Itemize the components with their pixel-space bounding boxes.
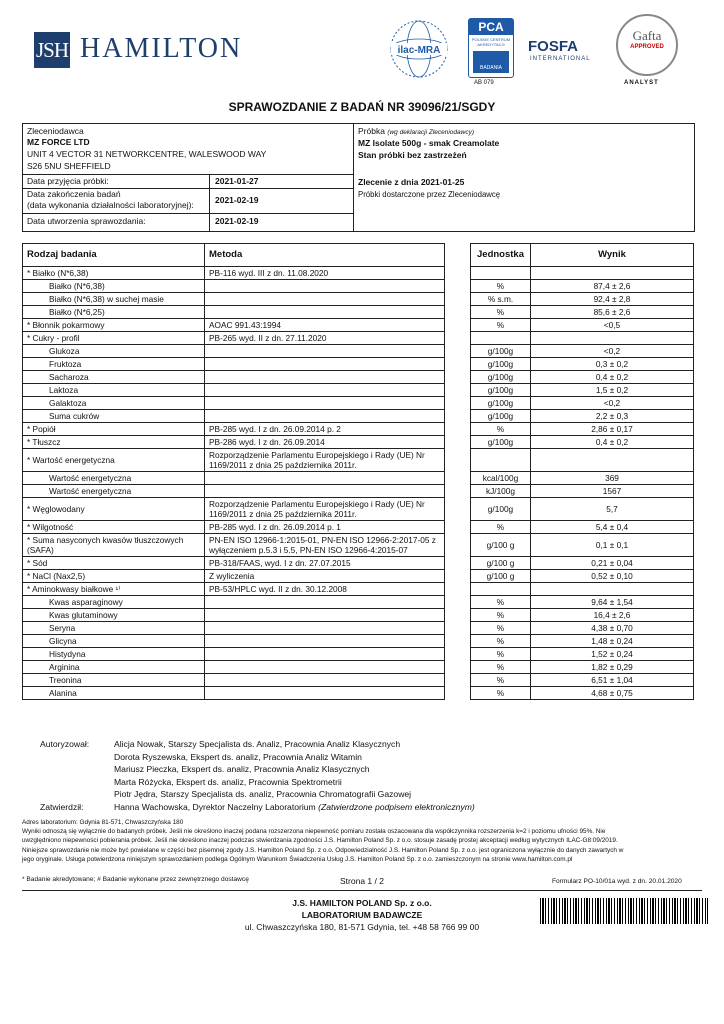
test-result: 16,4 ± 2,6 bbox=[531, 609, 694, 622]
test-result bbox=[531, 332, 694, 345]
ilac-mra-logo bbox=[386, 16, 452, 82]
test-name: Wartość energetyczna bbox=[23, 485, 205, 498]
test-method: AOAC 991.43:1994 bbox=[205, 319, 445, 332]
test-unit bbox=[471, 583, 531, 596]
test-method bbox=[205, 648, 445, 661]
test-result: 369 bbox=[531, 472, 694, 485]
test-result bbox=[531, 583, 694, 596]
test-name: Laktoza bbox=[23, 384, 205, 397]
test-method bbox=[205, 293, 445, 306]
test-method: PB-286 wyd. I z dn. 26.09.2014 bbox=[205, 436, 445, 449]
gafta-title: Gafta bbox=[632, 28, 662, 43]
test-result: 0,4 ± 0,2 bbox=[531, 371, 694, 384]
footer-line: Niniejsze sprawozdanie nie może być powielane w części bez pisemnej zgody J.S. Hamilton Poland Sp. z o.o. Odpowiedzialność J.S. Hamilton Poland Sp. z o.o. jest ograniczona wyłącznie do danych zawartych w bbox=[22, 846, 624, 854]
test-name: Galaktoza bbox=[23, 397, 205, 410]
test-unit: % bbox=[471, 609, 531, 622]
test-result: 0,4 ± 0,2 bbox=[531, 436, 694, 449]
test-name: * NaCl (Nax2,5) bbox=[23, 570, 205, 583]
test-unit: g/100 g bbox=[471, 570, 531, 583]
results-row bbox=[23, 570, 694, 583]
test-unit: g/100g bbox=[471, 384, 531, 397]
results-row bbox=[23, 534, 694, 557]
received-label: Data przyjęcia próbki: bbox=[27, 176, 109, 186]
test-method bbox=[205, 410, 445, 423]
test-result: 5,7 bbox=[531, 498, 694, 521]
results-row bbox=[23, 267, 694, 280]
test-name: Glukoza bbox=[23, 345, 205, 358]
test-method: Z wyliczenia bbox=[205, 570, 445, 583]
results-row bbox=[23, 345, 694, 358]
test-result: 0,21 ± 0,04 bbox=[531, 557, 694, 570]
results-row bbox=[23, 397, 694, 410]
test-result: 4,68 ± 0,75 bbox=[531, 687, 694, 700]
sample-label: Próbka bbox=[358, 126, 385, 136]
footer-line: Wyniki odnoszą się wyłącznie do badanych próbek. Jeśli nie określono inaczej podana rozszerzona niepewność pomiaru została oszacowana dla współczynnika rozszerzenia k=2 i poziomu ufności 95%. Nie bbox=[22, 828, 606, 836]
test-unit: g/100g bbox=[471, 358, 531, 371]
authorized-person: Alicja Nowak, Starszy Specjalista ds. Analiz, Pracownia Analiz Klasycznych bbox=[114, 739, 401, 749]
test-method bbox=[205, 472, 445, 485]
test-name: Suma cukrów bbox=[23, 410, 205, 423]
results-row bbox=[23, 687, 694, 700]
gafta-approved: APPROVED bbox=[630, 44, 664, 50]
test-method bbox=[205, 635, 445, 648]
results-row bbox=[23, 358, 694, 371]
test-method bbox=[205, 687, 445, 700]
results-row bbox=[23, 583, 694, 596]
test-unit: % bbox=[471, 635, 531, 648]
pca-badge bbox=[468, 18, 514, 78]
sample-note: (wg deklaracji Zleceniodawcy) bbox=[387, 129, 475, 136]
test-name: Arginina bbox=[23, 661, 205, 674]
delivered-note: Próbki dostarczone przez Zleceniodawcę bbox=[358, 190, 501, 199]
test-name: Kwas glutaminowy bbox=[23, 609, 205, 622]
test-result: 85,6 ± 2,6 bbox=[531, 306, 694, 319]
results-row bbox=[23, 635, 694, 648]
info-box bbox=[22, 123, 695, 232]
test-name: * Cukry - profil bbox=[23, 332, 205, 345]
test-result: <0,2 bbox=[531, 345, 694, 358]
test-result: 6,51 ± 1,04 bbox=[531, 674, 694, 687]
pca-title: PCA bbox=[469, 19, 513, 35]
test-result: 2,86 ± 0,17 bbox=[531, 423, 694, 436]
results-row bbox=[23, 280, 694, 293]
test-method: PB-265 wyd. II z dn. 27.11.2020 bbox=[205, 332, 445, 345]
test-result: 87,4 ± 2,6 bbox=[531, 280, 694, 293]
test-result bbox=[531, 449, 694, 472]
created-date: 2021-02-19 bbox=[215, 216, 259, 226]
authorized-person: Marta Różycka, Ekspert ds. analiz, Pracownia Spektrometrii bbox=[114, 776, 342, 787]
approved-label: Zatwierdził: bbox=[40, 801, 84, 812]
test-name: Treonina bbox=[23, 674, 205, 687]
test-method: PN-EN ISO 12966-1:2015-01, PN-EN ISO 12966-2:2017-05 z wyłączeniem p.5.3 i 5.5, PN-EN ISO 12966-4:2015-07 bbox=[205, 534, 445, 557]
test-result: <0,5 bbox=[531, 319, 694, 332]
results-row bbox=[23, 319, 694, 332]
test-unit: % s.m. bbox=[471, 293, 531, 306]
test-unit bbox=[471, 332, 531, 345]
test-unit: % bbox=[471, 661, 531, 674]
test-unit: g/100g bbox=[471, 397, 531, 410]
barcode bbox=[540, 898, 708, 924]
signatures bbox=[40, 738, 475, 813]
completed-label-2: (data wykonania działalności laboratoryjnej): bbox=[27, 200, 194, 210]
test-method bbox=[205, 371, 445, 384]
test-name: Białko (N*6,25) bbox=[23, 306, 205, 319]
test-unit: % bbox=[471, 674, 531, 687]
ilac-text: ilac-MRA bbox=[397, 45, 441, 56]
test-method bbox=[205, 485, 445, 498]
test-name: * Suma nasyconych kwasów tłuszczowych (SAFA) bbox=[23, 534, 205, 557]
results-row bbox=[23, 661, 694, 674]
client-label: Zleceniodawca bbox=[27, 126, 84, 136]
test-result: 1,48 ± 0,24 bbox=[531, 635, 694, 648]
results-row bbox=[23, 423, 694, 436]
completed-label-1: Data zakończenia badań bbox=[27, 189, 121, 199]
results-header-row bbox=[23, 244, 694, 267]
pca-bottom: BADANIA bbox=[473, 51, 509, 73]
results-row bbox=[23, 596, 694, 609]
test-method: PB-318/FAAS, wyd. I z dn. 27.07.2015 bbox=[205, 557, 445, 570]
test-name: Sacharoza bbox=[23, 371, 205, 384]
test-result: 0,52 ± 0,10 bbox=[531, 570, 694, 583]
sample-state: Stan próbki bez zastrzeżeń bbox=[358, 150, 467, 160]
test-name: * Wartość energetyczna bbox=[23, 449, 205, 472]
test-method bbox=[205, 609, 445, 622]
results-row bbox=[23, 436, 694, 449]
col-result: Wynik bbox=[531, 244, 694, 267]
approved-note: (Zatwierdzone podpisem elektronicznym) bbox=[318, 801, 475, 812]
client-name: MZ FORCE LTD bbox=[27, 137, 90, 147]
received-date: 2021-01-27 bbox=[215, 176, 259, 186]
test-unit: g/100g bbox=[471, 436, 531, 449]
test-name: Wartość energetyczna bbox=[23, 472, 205, 485]
results-row bbox=[23, 332, 694, 345]
test-name: * Błonnik pokarmowy bbox=[23, 319, 205, 332]
test-result: 5,4 ± 0,4 bbox=[531, 521, 694, 534]
test-method: PB-53/HPLC wyd. II z dn. 30.12.2008 bbox=[205, 583, 445, 596]
test-name: Seryna bbox=[23, 622, 205, 635]
test-name: Białko (N*6,38) w suchej masie bbox=[23, 293, 205, 306]
test-name: Alanina bbox=[23, 687, 205, 700]
test-unit: % bbox=[471, 596, 531, 609]
authorized-person: Piotr Jędra, Starszy Specjalista ds. analiz, Pracownia Chromatografii Gazowej bbox=[114, 789, 412, 799]
test-unit: kJ/100g bbox=[471, 485, 531, 498]
test-unit: g/100g bbox=[471, 498, 531, 521]
col-method: Metoda bbox=[205, 244, 445, 267]
test-method bbox=[205, 306, 445, 319]
results-row bbox=[23, 609, 694, 622]
results-row bbox=[23, 371, 694, 384]
test-method bbox=[205, 397, 445, 410]
test-result: 0,3 ± 0,2 bbox=[531, 358, 694, 371]
test-unit: g/100 g bbox=[471, 534, 531, 557]
test-method bbox=[205, 345, 445, 358]
authorized-person: Mariusz Pieczka, Ekspert ds. analiz, Pracownia Analiz Klasycznych bbox=[114, 764, 370, 774]
results-row bbox=[23, 485, 694, 498]
test-unit bbox=[471, 267, 531, 280]
test-name: * Węglowodany bbox=[23, 498, 205, 521]
page-number: Strona 1 / 2 bbox=[340, 876, 384, 886]
test-unit: % bbox=[471, 423, 531, 436]
results-row bbox=[23, 384, 694, 397]
footer-notes bbox=[22, 818, 702, 864]
results-row bbox=[23, 449, 694, 472]
order-date: Zlecenie z dnia 2021-01-25 bbox=[358, 177, 465, 187]
footer-legend: * Badanie akredytowane; # Badanie wykonane przez zewnętrznego dostawcę bbox=[22, 876, 249, 883]
test-unit: g/100g bbox=[471, 345, 531, 358]
test-unit: kcal/100g bbox=[471, 472, 531, 485]
test-unit: g/100 g bbox=[471, 557, 531, 570]
sample-name: MZ Isolate 500g - smak Creamolate bbox=[358, 138, 500, 148]
approved-person: Hanna Wachowska, Dyrektor Naczelny Laboratorium bbox=[114, 801, 316, 812]
test-unit: % bbox=[471, 622, 531, 635]
completed-date: 2021-02-19 bbox=[215, 195, 259, 205]
test-name: Kwas asparaginowy bbox=[23, 596, 205, 609]
test-result: 9,64 ± 1,54 bbox=[531, 596, 694, 609]
test-unit: % bbox=[471, 280, 531, 293]
results-table bbox=[22, 243, 694, 700]
test-result: 92,4 ± 2,8 bbox=[531, 293, 694, 306]
test-method bbox=[205, 280, 445, 293]
test-name: * Wilgotność bbox=[23, 521, 205, 534]
test-method: PB-285 wyd. I z dn. 26.09.2014 p. 1 bbox=[205, 521, 445, 534]
test-unit: % bbox=[471, 687, 531, 700]
test-method: PB-285 wyd. I z dn. 26.09.2014 p. 2 bbox=[205, 423, 445, 436]
test-name: * Popiół bbox=[23, 423, 205, 436]
test-result bbox=[531, 267, 694, 280]
test-result: 1567 bbox=[531, 485, 694, 498]
test-result: 1,5 ± 0,2 bbox=[531, 384, 694, 397]
results-row bbox=[23, 674, 694, 687]
report-title: SPRAWOZDANIE Z BADAŃ NR 39096/21/SGDY bbox=[228, 100, 496, 114]
results-row bbox=[23, 648, 694, 661]
test-name: Białko (N*6,38) bbox=[23, 280, 205, 293]
ab-number: AB 079 bbox=[474, 80, 494, 86]
test-method: Rozporządzenie Parlamentu Europejskiego i Rady (UE) Nr 1169/2011 z dnia 25 października 2011r. bbox=[205, 449, 445, 472]
results-row bbox=[23, 306, 694, 319]
analyst-label: ANALYST bbox=[624, 80, 659, 86]
test-result: <0,2 bbox=[531, 397, 694, 410]
test-method bbox=[205, 596, 445, 609]
test-unit: g/100g bbox=[471, 371, 531, 384]
test-unit bbox=[471, 449, 531, 472]
authorized-label: Autoryzował: bbox=[40, 739, 90, 749]
results-row bbox=[23, 472, 694, 485]
col-test-type: Rodzaj badania bbox=[23, 244, 205, 267]
results-row bbox=[23, 521, 694, 534]
test-name: Glicyna bbox=[23, 635, 205, 648]
test-method bbox=[205, 674, 445, 687]
test-method bbox=[205, 622, 445, 635]
fosfa-logo: FOSFA bbox=[528, 38, 579, 55]
test-name: * Sód bbox=[23, 557, 205, 570]
created-label: Data utworzenia sprawozdania: bbox=[27, 216, 146, 226]
client-address-2: S26 5NU SHEFFIELD bbox=[27, 161, 111, 171]
results-row bbox=[23, 498, 694, 521]
hamilton-logo-text: HAMILTON bbox=[80, 33, 243, 64]
results-row bbox=[23, 622, 694, 635]
gafta-logo bbox=[616, 14, 678, 76]
test-name: Fruktoza bbox=[23, 358, 205, 371]
test-method bbox=[205, 384, 445, 397]
test-method bbox=[205, 358, 445, 371]
col-unit: Jednostka bbox=[471, 244, 531, 267]
test-name: * Tłuszcz bbox=[23, 436, 205, 449]
results-row bbox=[23, 293, 694, 306]
test-result: 1,52 ± 0,24 bbox=[531, 648, 694, 661]
test-result: 2,2 ± 0,3 bbox=[531, 410, 694, 423]
client-address-1: UNIT 4 VECTOR 31 NETWORKCENTRE, WALESWOOD WAY bbox=[27, 149, 267, 159]
pca-subtitle: POLSKIE CENTRUM AKREDYTACJI bbox=[471, 37, 511, 47]
results-row bbox=[23, 410, 694, 423]
test-unit: % bbox=[471, 648, 531, 661]
results-row bbox=[23, 557, 694, 570]
footer-line: Adres laboratorium: Gdynia 81-571, Chwaszczyńska 180 bbox=[22, 819, 184, 826]
address-line: ul. Chwaszczyńska 180, 81-571 Gdynia, tel. +48 58 766 99 00 bbox=[244, 922, 480, 932]
test-name: * Aminokwasy białkowe ¹⁾ bbox=[23, 583, 205, 596]
test-method: PB-116 wyd. III z dn. 11.08.2020 bbox=[205, 267, 445, 280]
test-name: * Białko (N*6,38) bbox=[23, 267, 205, 280]
footer-line: jego oryginale. Usługa potwierdzona niniejszym sprawozdaniem podlega Ogólnym Warunkom Świadczenia Usług J.S. Hamilton Poland Sp. z o.o. zamieszczonym na stronie www.hamilton.com.pl bbox=[22, 855, 573, 863]
test-method bbox=[205, 661, 445, 674]
fosfa-subtitle: INTERNATIONAL bbox=[530, 56, 591, 62]
test-method: Rozporządzenie Parlamentu Europejskiego i Rady (UE) Nr 1169/2011 z dnia 25 października 2011r. bbox=[205, 498, 445, 521]
company-name: J.S. HAMILTON POLAND Sp. z o.o. bbox=[292, 898, 432, 908]
test-unit: % bbox=[471, 306, 531, 319]
authorized-person: Dorota Ryszewska, Ekspert ds. analiz, Pracownia Analiz Witamin bbox=[114, 751, 362, 762]
test-unit: % bbox=[471, 521, 531, 534]
hamilton-logo-mark: JSH bbox=[34, 32, 70, 68]
test-result: 0,1 ± 0,1 bbox=[531, 534, 694, 557]
test-unit: % bbox=[471, 319, 531, 332]
test-unit: g/100g bbox=[471, 410, 531, 423]
lab-name: LABORATORIUM BADAWCZE bbox=[301, 910, 423, 920]
test-result: 4,38 ± 0,70 bbox=[531, 622, 694, 635]
footer-line: uwzględniono niepewności pobierania próbek. Jeśli nie określono inaczej podczas stwierdzania zgodności J.S. Hamilton Poland Sp. z o.o. stosuje zasadę prostej akceptacji według wytycznych ILAC-G8:09/2019. bbox=[22, 837, 618, 845]
test-name: Histydyna bbox=[23, 648, 205, 661]
test-result: 1,82 ± 0,29 bbox=[531, 661, 694, 674]
form-number: Formularz PO-10/01a wyd. z dn. 20.01.2020 bbox=[552, 878, 682, 885]
